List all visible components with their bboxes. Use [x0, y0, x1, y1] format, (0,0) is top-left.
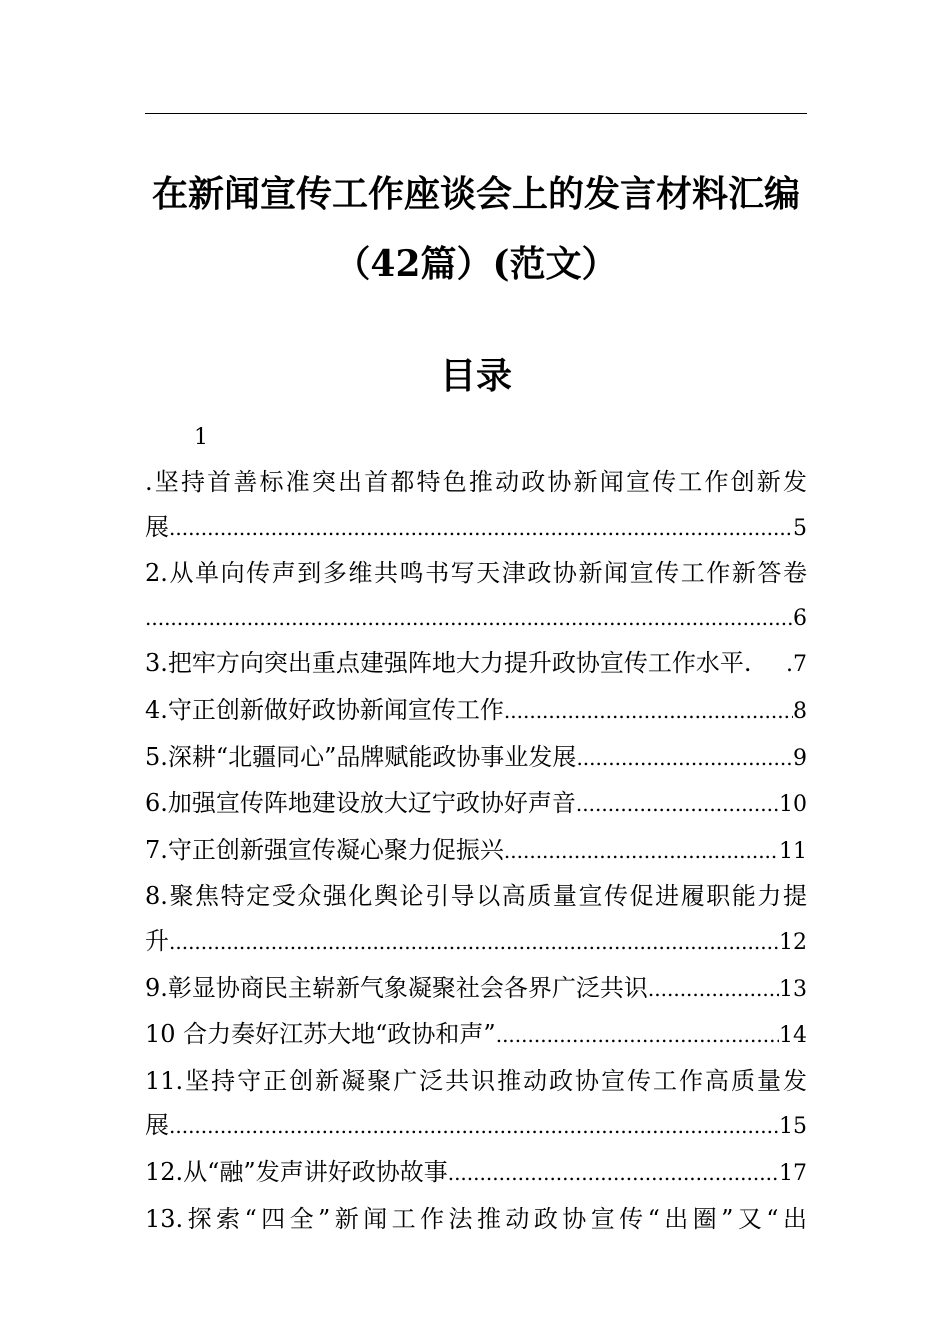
toc-leader	[448, 1151, 779, 1196]
toc-leader	[576, 736, 793, 781]
toc-page-number: 5	[793, 515, 807, 541]
document-title: 在新闻宣传工作座谈会上的发言材料汇编	[151, 173, 800, 215]
toc-leader	[496, 1013, 779, 1058]
toc-leader	[504, 689, 793, 734]
toc-entry[interactable]	[145, 966, 807, 1013]
toc-entry-prefix: 8.聚焦特定受众强化舆论引导以高质量宣传促进履职能力提	[145, 882, 807, 911]
toc-heading: 目录	[439, 355, 512, 397]
toc-page-number: 15	[779, 1114, 807, 1140]
toc-entry-title: 3.把牢方向突出重点建强阵地大力提升政协宣传工作水平.	[145, 649, 752, 678]
toc-entry[interactable]	[145, 1197, 807, 1242]
toc-leader	[169, 1104, 779, 1149]
toc-leader	[576, 782, 779, 827]
toc-entry[interactable]	[145, 874, 807, 965]
toc-page-number: 12	[779, 929, 807, 955]
toc-entry-title: 升	[145, 926, 169, 955]
toc-leader	[504, 829, 779, 874]
toc-page-number: 10	[779, 792, 807, 818]
toc-page-number: 14	[779, 1023, 807, 1049]
toc-page-number: 13	[779, 976, 807, 1002]
toc-entry[interactable]	[145, 641, 807, 688]
document-subtitle: （42篇）(范文）	[334, 243, 618, 285]
toc-entry-title: 10 合力奏好江苏大地“政协和声”	[145, 1020, 496, 1049]
toc-entry[interactable]	[145, 551, 807, 641]
toc-entry-title: 4.守正创新做好政协新闻宣传工作	[145, 695, 504, 724]
toc-entry-title: 5.深耕“北疆同心”品牌赋能政协事业发展	[145, 742, 577, 771]
toc-entry[interactable]	[145, 1012, 807, 1059]
toc-entry-title: 12.从“融”发声讲好政协故事	[145, 1157, 448, 1186]
toc-entry-prefix: 2.从单向传声到多维共鸣书写天津政协新闻宣传工作新答卷	[145, 559, 807, 588]
toc-entry[interactable]	[145, 688, 807, 735]
toc-first-number: 1	[194, 425, 208, 450]
toc-entry-title: 展	[145, 512, 169, 541]
toc-entry-title: 7.守正创新强宣传凝心聚力促振兴	[145, 835, 504, 864]
toc-entry-prefix: 13.探索“四全”新闻工作法推动政协宣传“出圈”又“出	[145, 1204, 807, 1233]
top-rule	[145, 113, 807, 114]
toc-entry[interactable]	[145, 828, 807, 875]
toc-leader	[648, 967, 779, 1012]
table-of-contents	[145, 460, 807, 1241]
toc-entry-prefix: 11.坚持守正创新凝聚广泛共识推动政协宣传工作高质量发	[145, 1066, 807, 1095]
toc-entry[interactable]	[145, 735, 807, 782]
toc-entry[interactable]	[145, 460, 807, 551]
toc-entry[interactable]	[145, 1059, 807, 1150]
toc-page-number: 6	[793, 605, 807, 631]
toc-entry[interactable]	[145, 781, 807, 828]
toc-leader	[169, 506, 793, 551]
toc-entry-prefix: .坚持首善标准突出首都特色推动政协新闻宣传工作创新发	[145, 468, 807, 496]
toc-entry-title: 9.彰显协商民主崭新气象凝聚社会各界广泛共识	[145, 973, 648, 1002]
toc-page-number: 17	[779, 1160, 807, 1186]
toc-leader	[145, 596, 793, 641]
toc-page-number: 8	[793, 698, 807, 724]
toc-entry-title: 展	[145, 1111, 169, 1140]
toc-page-number: 9	[793, 745, 807, 771]
toc-page-number: 11	[779, 838, 807, 864]
toc-leader	[169, 920, 779, 965]
toc-page-number: .7	[786, 652, 807, 678]
toc-entry[interactable]	[145, 1150, 807, 1197]
toc-entry-title: 6.加强宣传阵地建设放大辽宁政协好声音	[145, 789, 576, 818]
